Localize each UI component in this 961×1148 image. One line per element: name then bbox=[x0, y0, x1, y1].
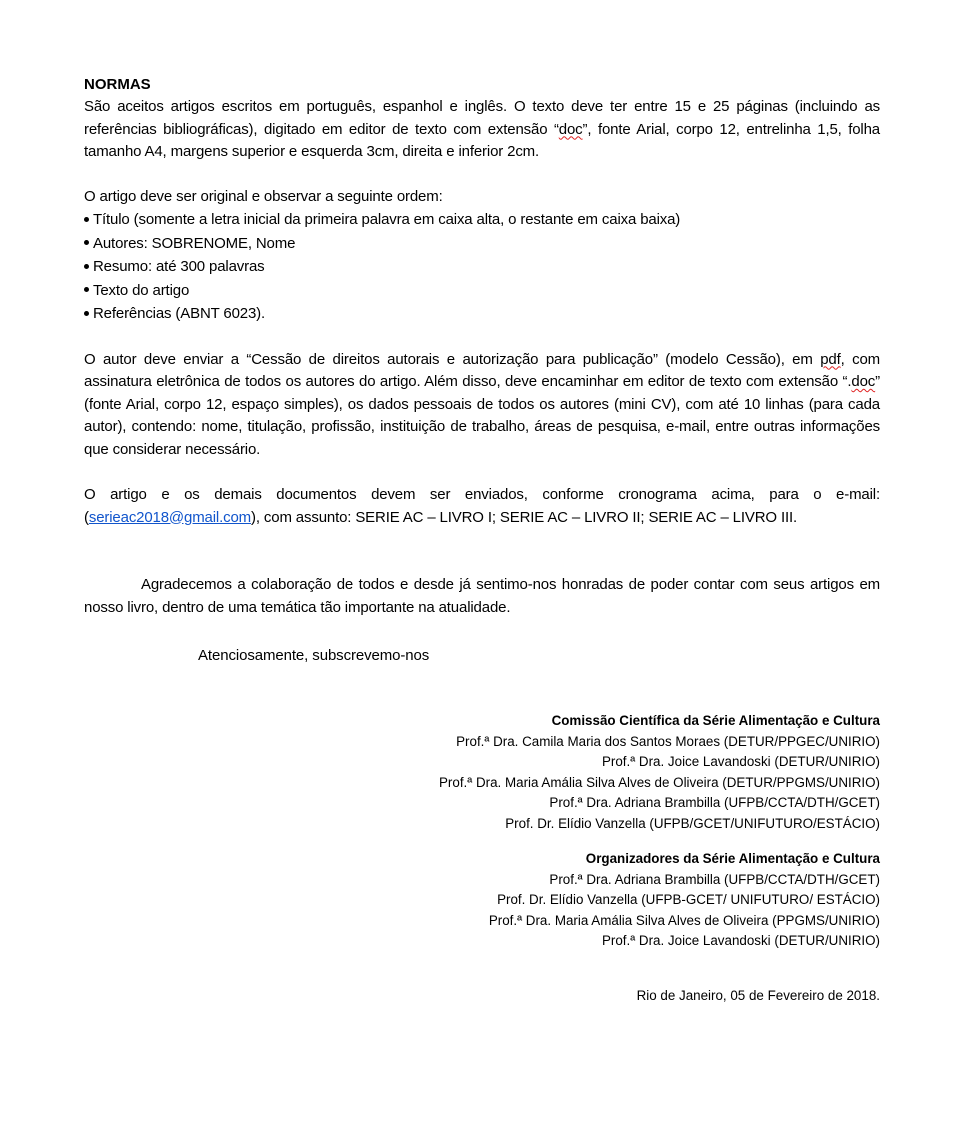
committee-member: Prof.ª Dra. Joice Lavandoski (DETUR/UNIRIO) bbox=[601, 754, 880, 769]
list-item bbox=[84, 279, 880, 303]
committee-title: Comissão Científica da Série Alimentação e Cultura bbox=[551, 713, 880, 728]
spellcheck-word-doc[interactable]: doc bbox=[851, 373, 876, 390]
organizer-member: Prof. Dr. Elídio Vanzella (UFPB-GCET/ UNIFUTURO/ ESTÁCIO) bbox=[497, 892, 880, 907]
list-item-text: Texto do artigo bbox=[93, 281, 190, 299]
email-link[interactable]: serieac2018@gmail.com bbox=[88, 508, 252, 526]
author-text-2: , com assinatura eletrônica de todos os autores do artigo. Além disso, deve encaminhar em editor de texto com extensão “. bbox=[84, 350, 880, 390]
organizer-member: Prof.ª Dra. Adriana Brambilla (UFPB/CCTA/DTH/GCET) bbox=[549, 871, 880, 887]
list-item bbox=[84, 232, 880, 256]
author-text-3: ” (fonte Arial, corpo 12, espaço simples), os dados pessoais de todos os autores (mini CV), com até 10 linhas (para cada autor), contendo: nome, titulação, profissão, instituição de trabalho, áreas de pesquisa, e-mail, entre outras informações que considerar necessário. bbox=[84, 373, 880, 458]
submission-text-1: O artigo e os demais documentos devem ser enviados, conforme cronograma acima, para o e-mail: ( bbox=[84, 486, 880, 526]
list-item bbox=[84, 208, 880, 232]
section-heading: NORMAS bbox=[84, 76, 151, 93]
thanks-paragraph: Agradecemos a colaboração de todos e desde já sentimo-nos honradas de poder contar com seus artigos em nosso livro, dentro de uma temática tão importante na atualidade. bbox=[84, 576, 880, 616]
list-item-text: Resumo: até 300 palavras bbox=[93, 258, 265, 275]
closing-line: Atenciosamente, subscrevemo-nos bbox=[198, 647, 430, 664]
order-list bbox=[84, 208, 880, 326]
intro-text-2: ”, fonte Arial, corpo 12, entrelinha 1,5, folha tamanho A4, margens superior e esquerda 3cm, direita e inferior 2cm. bbox=[84, 120, 881, 160]
organizers-signature-block bbox=[489, 849, 880, 952]
intro-paragraph bbox=[84, 96, 880, 164]
author-requirements-paragraph bbox=[84, 349, 880, 462]
submission-paragraph bbox=[84, 484, 880, 529]
committee-member: Prof. Dr. Elídio Vanzella (UFPB/GCET/UNIFUTURO/ESTÁCIO) bbox=[505, 815, 880, 831]
committee-member: Prof.ª Dra. Camila Maria dos Santos Moraes (DETUR/PPGEC/UNIRIO) bbox=[456, 733, 880, 749]
list-item bbox=[84, 255, 880, 279]
committee-member: Prof.ª Dra. Maria Amália Silva Alves de Oliveira (DETUR/PPGMS/UNIRIO) bbox=[439, 774, 880, 790]
order-intro: O artigo deve ser original e observar a seguinte ordem: bbox=[84, 187, 443, 205]
organizer-member: Prof.ª Dra. Joice Lavandoski (DETUR/UNIRIO) bbox=[601, 933, 880, 948]
intro-text-1: São aceitos artigos escritos em português, espanhol e inglês. O texto deve ter entre 15 e 25 páginas (incluindo as referências bibliográficas), digitado em editor de texto com extensão “ bbox=[84, 98, 880, 138]
date-line: Rio de Janeiro, 05 de Fevereiro de 2018. bbox=[636, 988, 880, 1003]
committee-signature-block bbox=[439, 711, 880, 834]
bullet-icon bbox=[84, 240, 89, 245]
organizers-title: Organizadores da Série Alimentação e Cultura bbox=[585, 851, 880, 866]
list-item-text: Referências (ABNT 6023). bbox=[93, 305, 266, 322]
list-item bbox=[84, 302, 880, 326]
author-text-1: O autor deve enviar a “Cessão de direitos autorais e autorização para publicação” (modelo Cessão), em bbox=[84, 350, 821, 368]
bullet-icon bbox=[84, 311, 89, 316]
bullet-icon bbox=[84, 287, 89, 292]
bullet-icon bbox=[84, 264, 89, 269]
spellcheck-word-doc[interactable]: doc bbox=[558, 120, 583, 138]
bullet-icon bbox=[84, 217, 89, 222]
organizer-member: Prof.ª Dra. Maria Amália Silva Alves de Oliveira (PPGMS/UNIRIO) bbox=[488, 912, 880, 928]
spellcheck-word-pdf[interactable]: pdf bbox=[820, 350, 841, 368]
submission-text-2: ), com assunto: SERIE AC – LIVRO I; SERIE AC – LIVRO II; SERIE AC – LIVRO III. bbox=[251, 508, 798, 526]
committee-member: Prof.ª Dra. Adriana Brambilla (UFPB/CCTA/DTH/GCET) bbox=[549, 795, 880, 810]
document-page bbox=[84, 74, 880, 619]
list-item-text: Título (somente a letra inicial da primeira palavra em caixa alta, o restante em caixa baixa) bbox=[93, 211, 681, 228]
list-item-text: Autores: SOBRENOME, Nome bbox=[93, 234, 296, 252]
